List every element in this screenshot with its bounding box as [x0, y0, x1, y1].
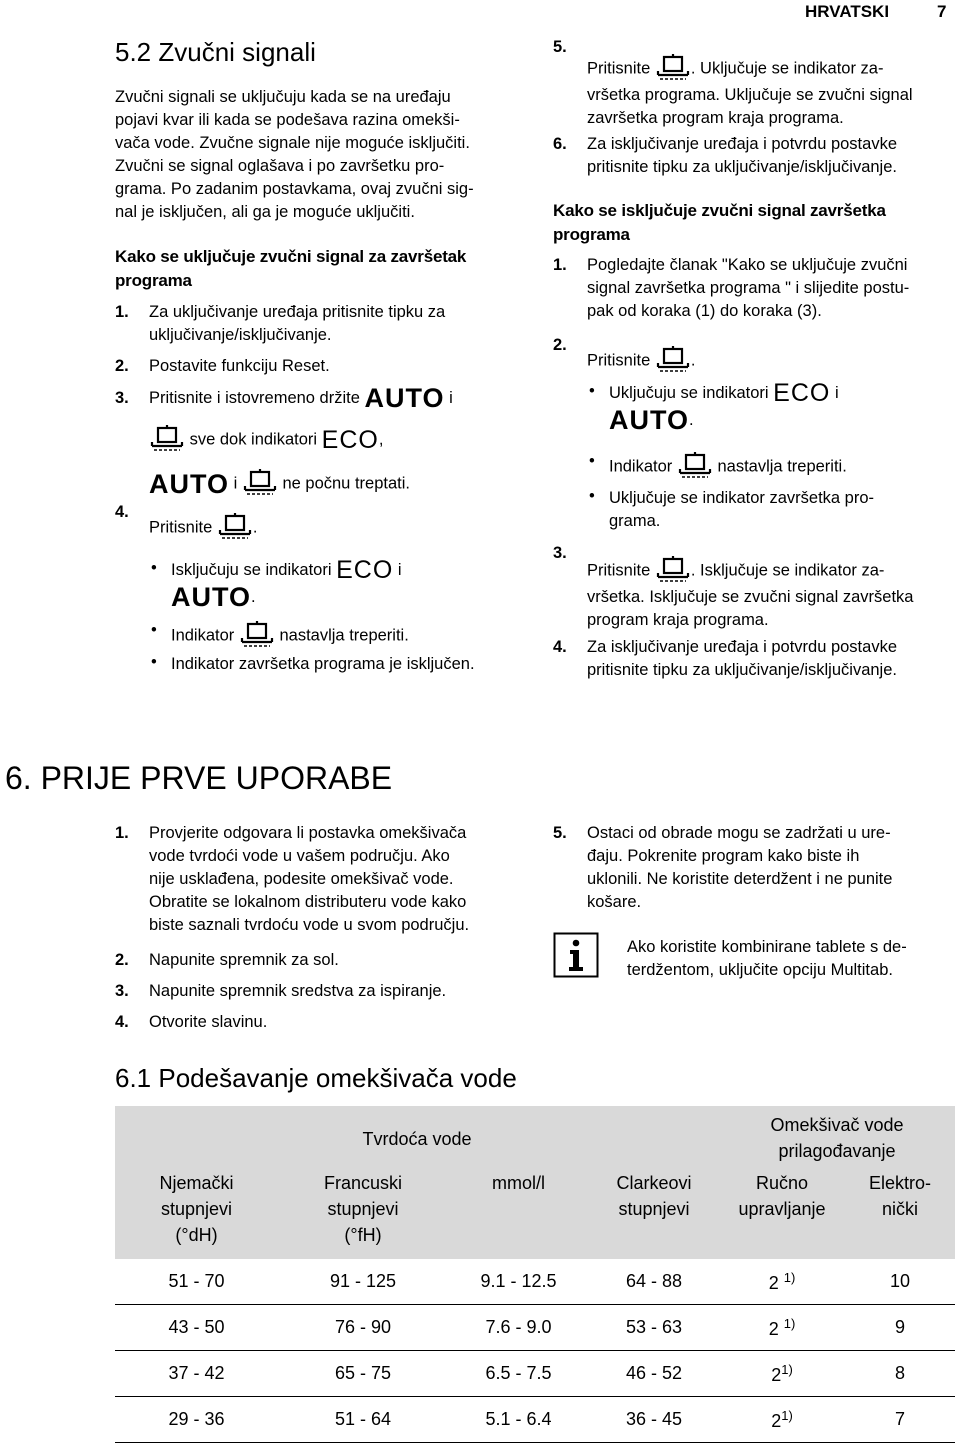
list-item: 6. Za isključivanje uređaja i potvrdu postavke pritisnite tipku za uključivanje/isključivanje.: [553, 135, 897, 176]
water-hardness-table: [115, 1106, 955, 1443]
bullet-item: • Isključuju se indikatori ECO i AUTO.: [171, 559, 525, 609]
program-button-icon: [149, 425, 185, 455]
table-row: 43 - 50 76 - 90 7.6 - 9.0 53 - 63 2 $^{1)}$ 9: [115, 1305, 955, 1351]
section-title-6-1: 6.1 Podešavanje omekšivača vode: [115, 1063, 517, 1093]
table-row: 29 - 36 51 - 64 5.1 - 6.4 36 - 45 2$^{1)}$ 7: [115, 1397, 955, 1443]
first-use-steps: [115, 822, 525, 1042]
table-column-header: Ručno upravljanje: [738, 1173, 826, 1219]
table-column-header: Clarkeovi stupnjevi: [616, 1173, 692, 1219]
eco-icon: ECO: [773, 379, 831, 408]
header-language: HRVATSKI: [805, 2, 890, 21]
section-title-5-2: 5.2 Zvučni signali: [115, 37, 316, 67]
list-item: 1. Provjerite odgovara li postavka omekšivača vode tvrdoći vode u vašem području. Ako nije usklađena, podesite omekšivač vode. Obratite se lokalnom distributeru vode kako biste saznali tvrdoću vode u svom području.: [115, 824, 470, 934]
program-button-icon: [655, 54, 691, 84]
list-item: 2. Postavite funkciju Reset.: [115, 357, 330, 375]
auto-icon: AUTO: [609, 405, 690, 436]
bullet-item: • Indikator nastavlja treperiti.: [171, 621, 525, 651]
info-icon: [553, 932, 599, 978]
list-item: 4. Za isključivanje uređaja i potvrdu postavke pritisnite tipku za uključivanje/isključivanje.: [553, 638, 897, 679]
program-button-icon: [677, 452, 713, 482]
table-column-header: mmol/l: [492, 1173, 545, 1193]
bullet-item: • Uključuju se indikatori ECO i AUTO.: [609, 382, 953, 432]
eco-icon: ECO: [336, 556, 394, 585]
list-item: 4. Otvorite slavinu.: [115, 1013, 268, 1031]
disable-steps: [553, 254, 953, 694]
list-item: 2. Napunite spremnik za sol.: [115, 951, 339, 969]
program-button-icon: [242, 469, 278, 499]
subheading-disable-signal: Kako se isključuje zvučni signal završetka programa: [553, 201, 886, 244]
program-button-icon: [655, 346, 691, 376]
list-item: 3. Pritisnite i istovremeno držite AUTO i sve dok indikatori ECO, AUTO i ne počnu treptati.: [115, 383, 453, 499]
eco-icon: ECO: [321, 425, 379, 454]
list-item: 5. Pritisnite . Uključuje se indikator za- vršetka programa. Uključuje se zvučni signal završetka program kraja programa.: [553, 38, 913, 127]
auto-icon: AUTO: [171, 582, 252, 613]
program-button-icon: [655, 556, 691, 586]
info-note: Ako koristite kombinirane tablete s de- terdžentom, uključite opciju Multitab.: [627, 938, 907, 979]
list-item: 2. Pritisnite . • Uključuju se indikatori ECO i AUTO. • Indikator nastavlja treperiti. • Uključuje se indikator završetka pro- grama.: [553, 334, 953, 357]
list-item: 1. Za uključivanje uređaja pritisnite tipku za uključivanje/isključivanje.: [115, 303, 446, 344]
list-item: 4. Pritisnite . • Isključuju se indikatori ECO i AUTO. • Indikator nastavlja treperiti. • Indikator završetka programa je isključen.: [115, 501, 525, 524]
list-item: 3. Pritisnite . Isključuje se indikator za- vršetka. Isključuje se zvučni signal završetka program kraja programa.: [553, 544, 914, 629]
bullet-item: • Uključuje se indikator završetka pro- grama.: [609, 487, 953, 533]
intro-paragraph: Zvučni signali se uključuju kada se na uređaju pojavi kvar ili kada se podešava razina omekši- vača vode. Zvučne signale nije moguće isključiti. Zvučni se signal oglašava i po završetku pro- grama. Po zadanim postavkama, ovaj zvučni sig- nal je isključen, ali ga je moguće uključiti.: [115, 88, 474, 221]
table-column-header: Francuski stupnjevi (°fH): [323, 1173, 403, 1245]
enable-steps: [115, 301, 525, 701]
list-item: 1. Pogledajte članak "Kako se uključuje zvučni signal završetka programa " i slijedite postu- pak od koraka (1) do koraka (3).: [553, 256, 910, 320]
program-button-icon: [217, 513, 253, 543]
bullet-item: • Indikator nastavlja treperiti.: [609, 452, 953, 482]
chapter-title-6: 6. PRIJE PRVE UPORABE: [5, 760, 393, 796]
page-number: 7: [937, 2, 947, 21]
auto-icon: AUTO: [149, 468, 230, 499]
bullet-item: • Indikator završetka programa je isključen.: [171, 653, 525, 676]
table-column-header: Elektro- nički: [868, 1173, 931, 1219]
table-column-header: Njemački stupnjevi (°dH): [159, 1173, 234, 1245]
subheading-enable-signal: Kako se uključuje zvučni signal za završetak programa: [115, 247, 467, 290]
list-item: 3. Napunite spremnik sredstva za ispiranje.: [115, 982, 447, 1000]
enable-steps-continued: [553, 36, 953, 176]
auto-icon: AUTO: [364, 383, 445, 414]
program-button-icon: [239, 621, 275, 651]
table-row: 37 - 42 65 - 75 6.5 - 7.5 46 - 52 2$^{1)}$ 8: [115, 1351, 955, 1397]
table-group-header-softener: Omekšivač vode prilagođavanje: [770, 1114, 904, 1161]
table-row: 51 - 70 91 - 125 9.1 - 12.5 64 - 88 2 $^{1)}$ 10: [115, 1259, 955, 1305]
list-item: 5. Ostaci od obrade mogu se zadržati u ure- đaju. Pokrenite program kako biste ih uklonili. Ne koristite deterdžent i ne punite košare.: [553, 824, 893, 911]
table-group-header-hardness: Tvrdoća vode: [362, 1128, 472, 1149]
